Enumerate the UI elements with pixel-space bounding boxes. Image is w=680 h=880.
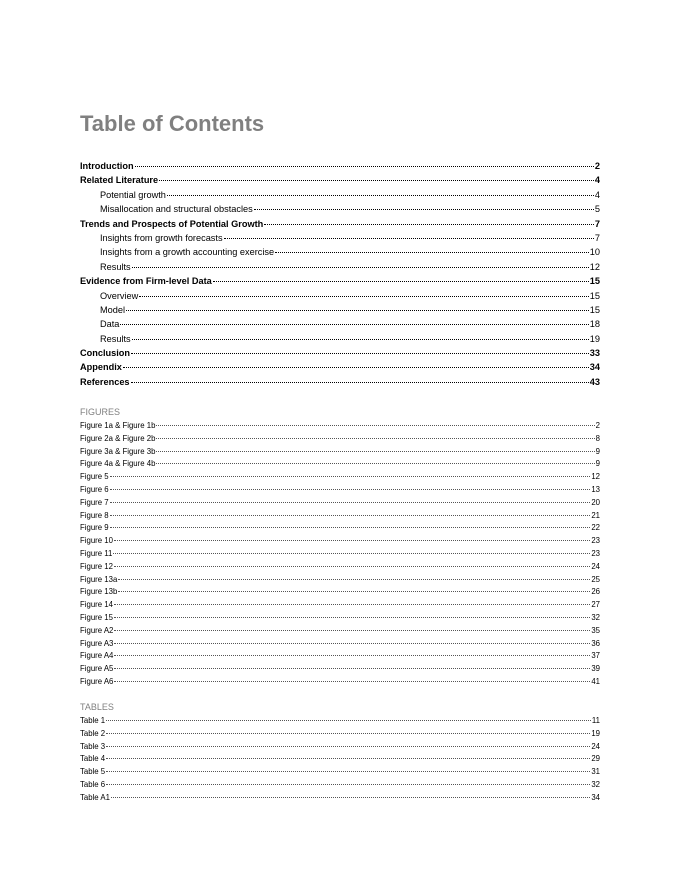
toc-entry-page: 18 — [589, 319, 600, 330]
dot-leader — [156, 463, 594, 464]
dot-leader — [120, 324, 588, 325]
figure-entry-page: 12 — [591, 472, 600, 482]
dot-leader — [156, 425, 594, 426]
figure-entry[interactable] — [80, 420, 600, 433]
toc-entry[interactable] — [80, 303, 600, 317]
dot-leader — [106, 733, 590, 734]
figure-entry[interactable] — [80, 561, 600, 574]
dot-leader — [114, 566, 590, 567]
toc-entry-label: Model — [100, 304, 126, 315]
toc-entry[interactable] — [80, 317, 600, 331]
table-entry[interactable] — [80, 728, 600, 741]
dot-leader — [167, 195, 594, 196]
figure-entry-page: 13 — [591, 484, 600, 494]
dot-leader — [118, 579, 590, 580]
dot-leader — [114, 655, 590, 656]
toc-entry[interactable] — [80, 217, 600, 231]
table-entry-page: 11 — [591, 716, 600, 725]
toc-entry-page: 33 — [589, 348, 600, 359]
dot-leader — [113, 553, 590, 554]
toc-entry-page: 2 — [594, 161, 600, 171]
table-entry-page: 31 — [591, 767, 600, 777]
figure-entry[interactable] — [80, 497, 600, 510]
table-entry-label: Table 3 — [80, 741, 106, 751]
toc-entry-page: 15 — [589, 290, 600, 301]
dot-leader — [123, 367, 589, 368]
figure-entry[interactable] — [80, 676, 600, 689]
toc-entry[interactable] — [80, 260, 600, 274]
table-entry[interactable] — [80, 792, 600, 805]
figure-entry[interactable] — [80, 650, 600, 663]
toc-entry-label: Results — [100, 261, 131, 272]
figure-entry-page: 41 — [591, 676, 600, 686]
toc-entry[interactable] — [80, 245, 600, 259]
figure-entry-label: Figure 7 — [80, 497, 109, 507]
dot-leader — [114, 643, 590, 644]
tables-heading: TABLES — [80, 702, 114, 712]
toc-entry[interactable] — [80, 332, 600, 346]
figure-entry-label: Figure 2a & Figure 2b — [80, 433, 156, 443]
figure-entry-page: 21 — [591, 510, 600, 520]
figure-entry-page: 2 — [595, 421, 600, 430]
toc-entry-label: Trends and Prospects of Potential Growth — [80, 218, 264, 229]
figure-entry[interactable] — [80, 586, 600, 599]
figure-entry-label: Figure 10 — [80, 536, 113, 546]
figure-entry-page: 35 — [591, 625, 600, 635]
dot-leader — [111, 797, 590, 798]
table-entry-page: 32 — [591, 779, 600, 789]
figure-entry[interactable] — [80, 599, 600, 612]
dot-leader — [135, 166, 594, 167]
toc-entry-page: 5 — [594, 204, 600, 215]
figure-entry[interactable] — [80, 535, 600, 548]
figure-entry-label: Figure 6 — [80, 484, 109, 494]
figure-entry-page: 37 — [591, 651, 600, 661]
figures-list — [80, 420, 600, 689]
toc-entry-page: 43 — [589, 376, 600, 387]
dot-leader — [254, 209, 594, 210]
toc-entry-label: References — [80, 376, 130, 387]
figure-entry-page: 20 — [591, 497, 600, 507]
dot-leader — [118, 591, 590, 592]
dot-leader — [114, 604, 590, 605]
figure-entry[interactable] — [80, 663, 600, 676]
dot-leader — [110, 515, 591, 516]
figure-entry-label: Figure A3 — [80, 638, 114, 648]
toc-entry-label: Overview — [100, 290, 139, 301]
dot-leader — [156, 451, 594, 452]
toc-entry-label: Introduction — [80, 161, 134, 171]
toc-entry-label: Potential growth — [100, 189, 166, 200]
dot-leader — [106, 784, 590, 785]
dot-leader — [110, 527, 591, 528]
dot-leader — [213, 281, 589, 282]
dot-leader — [126, 310, 589, 311]
figure-entry-page: 23 — [591, 548, 600, 558]
dot-leader — [114, 681, 590, 682]
figure-entry[interactable] — [80, 510, 600, 523]
dot-leader — [110, 476, 591, 477]
toc-entry-page: 4 — [594, 175, 600, 186]
dot-leader — [139, 296, 588, 297]
dot-leader — [275, 252, 589, 253]
dot-leader — [106, 720, 591, 721]
toc-entry-label: Data — [100, 319, 120, 330]
figure-entry-label: Figure 13b — [80, 587, 118, 597]
figure-entry[interactable] — [80, 471, 600, 484]
figure-entry[interactable] — [80, 484, 600, 497]
dot-leader — [114, 630, 590, 631]
toc-entry-label: Conclusion — [80, 348, 131, 359]
figure-entry-page: 8 — [595, 433, 600, 443]
table-entry[interactable] — [80, 715, 600, 728]
figure-entry-label: Figure 1a & Figure 1b — [80, 421, 156, 430]
table-entry-label: Table 1 — [80, 716, 106, 725]
dot-leader — [132, 339, 589, 340]
toc-entry-label: Related Literature — [80, 175, 159, 186]
figure-entry-page: 22 — [591, 523, 600, 533]
toc-entry-page: 15 — [589, 276, 600, 287]
dot-leader — [132, 267, 589, 268]
figure-entry-page: 27 — [591, 600, 600, 610]
figure-entry-label: Figure 5 — [80, 472, 109, 482]
table-entry-page: 34 — [591, 792, 600, 802]
figure-entry-label: Figure A6 — [80, 676, 114, 686]
figure-entry-label: Figure 4a & Figure 4b — [80, 459, 156, 469]
dot-leader — [156, 438, 594, 439]
figure-entry-page: 26 — [591, 587, 600, 597]
toc-entry[interactable] — [80, 159, 600, 173]
dot-leader — [114, 617, 590, 618]
table-entry[interactable] — [80, 779, 600, 792]
figure-entry-label: Figure 14 — [80, 600, 113, 610]
toc-entry-page: 19 — [589, 333, 600, 344]
figure-entry-page: 39 — [591, 664, 600, 674]
dot-leader — [264, 224, 594, 225]
figure-entry-label: Figure A5 — [80, 664, 114, 674]
table-entry-label: Table 6 — [80, 779, 106, 789]
figure-entry-label: Figure 9 — [80, 523, 109, 533]
toc-entry-label: Misallocation and structural obstacles — [100, 204, 253, 215]
toc-entry[interactable] — [80, 173, 600, 187]
figure-entry[interactable] — [80, 446, 600, 459]
dot-leader — [224, 238, 594, 239]
table-entry-label: Table A1 — [80, 792, 110, 802]
toc-entry-page: 15 — [589, 304, 600, 315]
figure-entry-label: Figure 3a & Figure 3b — [80, 446, 156, 456]
dot-leader — [114, 668, 590, 669]
figure-entry-page: 36 — [591, 638, 600, 648]
figure-entry[interactable] — [80, 625, 600, 638]
dot-leader — [131, 382, 589, 383]
toc-entry[interactable] — [80, 274, 600, 288]
figure-entry[interactable] — [80, 522, 600, 535]
toc-entry[interactable] — [80, 360, 600, 374]
figure-entry-label: Figure 13a — [80, 574, 118, 584]
figure-entry-label: Figure 8 — [80, 510, 109, 520]
toc-entry-page: 7 — [594, 218, 600, 229]
figure-entry[interactable] — [80, 433, 600, 446]
figure-entry-label: Figure A2 — [80, 625, 114, 635]
toc-entry-page: 7 — [594, 232, 600, 243]
toc-entry-page: 34 — [589, 362, 600, 373]
dot-leader — [159, 180, 594, 181]
toc-entry-page: 10 — [589, 247, 600, 258]
table-entry[interactable] — [80, 753, 600, 766]
figure-entry-page: 32 — [591, 612, 600, 622]
toc-entry[interactable] — [80, 202, 600, 216]
table-entry-page: 29 — [591, 754, 600, 764]
dot-leader — [110, 489, 591, 490]
toc-entry[interactable] — [80, 231, 600, 245]
toc-entry-page: 4 — [594, 189, 600, 200]
toc-entry[interactable] — [80, 188, 600, 202]
toc-entry-label: Insights from a growth accounting exercise — [100, 247, 275, 258]
figure-entry[interactable] — [80, 638, 600, 651]
figure-entry-page: 9 — [595, 446, 600, 456]
figure-entry-page: 24 — [591, 561, 600, 571]
toc-entry-label: Insights from growth forecasts — [100, 232, 223, 243]
figure-entry-label: Figure 12 — [80, 561, 113, 571]
dot-leader — [106, 771, 590, 772]
figure-entry-page: 9 — [595, 459, 600, 469]
figure-entry-page: 25 — [591, 574, 600, 584]
figure-entry[interactable] — [80, 458, 600, 471]
contents-list — [80, 159, 600, 389]
table-entry[interactable] — [80, 741, 600, 754]
toc-entry-label: Appendix — [80, 362, 122, 373]
dot-leader — [114, 540, 590, 541]
toc-entry[interactable] — [80, 346, 600, 360]
figure-entry-page: 23 — [591, 536, 600, 546]
dot-leader — [106, 758, 590, 759]
toc-entry-label: Evidence from Firm-level Data — [80, 276, 212, 287]
dot-leader — [106, 746, 590, 747]
toc-entry[interactable] — [80, 375, 600, 389]
figure-entry[interactable] — [80, 548, 600, 561]
table-entry-page: 24 — [591, 741, 600, 751]
figure-entry-label: Figure 11 — [80, 548, 113, 558]
dot-leader — [110, 502, 591, 503]
table-entry-label: Table 2 — [80, 728, 106, 738]
tables-list — [80, 715, 600, 805]
toc-entry-page: 12 — [589, 261, 600, 272]
table-entry-label: Table 4 — [80, 754, 106, 764]
dot-leader — [131, 353, 589, 354]
table-entry-page: 19 — [591, 728, 600, 738]
figure-entry[interactable] — [80, 612, 600, 625]
toc-entry-label: Results — [100, 333, 131, 344]
page-title: Table of Contents — [80, 111, 265, 136]
figure-entry-label: Figure A4 — [80, 651, 114, 661]
table-entry[interactable] — [80, 766, 600, 779]
figures-heading: FIGURES — [80, 407, 121, 417]
table-entry-label: Table 5 — [80, 767, 106, 777]
figure-entry-label: Figure 15 — [80, 612, 113, 622]
toc-entry[interactable] — [80, 289, 600, 303]
figure-entry[interactable] — [80, 574, 600, 587]
